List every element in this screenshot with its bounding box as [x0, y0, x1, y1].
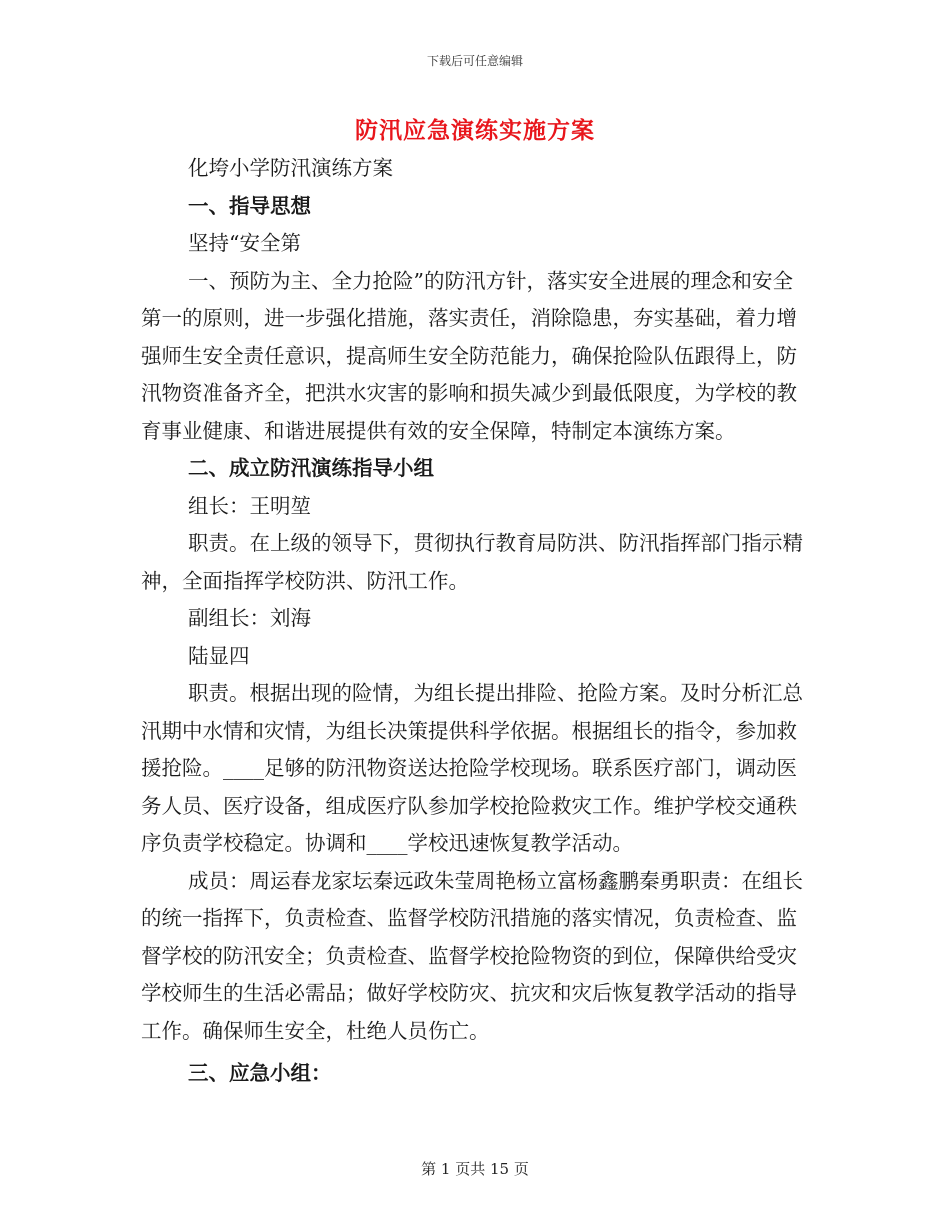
paragraph-deputy-duties: 职责。根据出现的险情，为组长提出排险、抢险方案。及时分析汇总汛期中水情和灾情，为组长决策提供科学依据。根据组长的指令，参加救援抢险。____足够的防汛物资送达抢险学校现场。联系医疗部门，调动医务人员、医疗设备，组成医疗队参加学校抢险救灾工作。维护学校交通秩序负责学校稳定。协调和____学校迅速恢复教学活动。 — [141, 681, 803, 855]
paragraph-deputy-leader: 副组长：刘海 — [188, 606, 311, 630]
paragraph-leader-duties: 职责。在上级的领导下，贯彻执行教育局防洪、防汛指挥部门指示精神，全面指挥学校防洪、防汛工作。 — [141, 531, 803, 593]
paragraph-safety-first: 坚持“安全第 — [188, 231, 301, 255]
section-heading-guiding-thought: 一、指导思想 — [188, 193, 311, 218]
page-footer: 第 1 页共 15 页 — [421, 1160, 529, 1178]
paragraph-members-duties: 成员：周运春龙家坛秦远政朱莹周艳杨立富杨鑫鹏秦勇职责：在组长的统一指挥下，负责检查、监督学校防汛措施的落实情况，负责检查、监督学校的防汛安全；负责检查、监督学校抢险物资的到位，保障供给受灾学校师生的生活必需品；做好学校防灾、抗灾和灾后恢复教学活动的指导工作。确保师生安全，杜绝人员伤亡。 — [141, 868, 803, 1043]
paragraph-group-leader: 组长：王明堃 — [188, 493, 311, 518]
page-header: 下载后可任意编辑 — [426, 54, 523, 68]
paragraph-prevention-policy: 一、预防为主、全力抢险”的防汛方针，落实安全进展的理念和安全第一的原则，进一步强化措施，落实责任，消除隐患，夯实基础，着力增强师生安全责任意识，提高师生安全防范能力，确保抢险队伍跟得上，防汛物资准备齐全，把洪水灾害的影响和损失减少到最低限度，为学校的教育事业健康、和谐进展提供有效的安全保障，特制定本演练方案。 — [141, 268, 797, 443]
document-title: 防汛应急演练实施方案 — [355, 117, 595, 144]
document-body — [141, 150, 811, 1093]
paragraph-school-plan: 化垮小学防汛演练方案 — [188, 156, 393, 180]
section-heading-emergency-group: 三、应急小组： — [188, 1061, 332, 1085]
section-heading-guidance-group: 二、成立防汛演练指导小组 — [188, 456, 434, 480]
paragraph-deputy-leader-2: 陆显四 — [188, 643, 250, 668]
